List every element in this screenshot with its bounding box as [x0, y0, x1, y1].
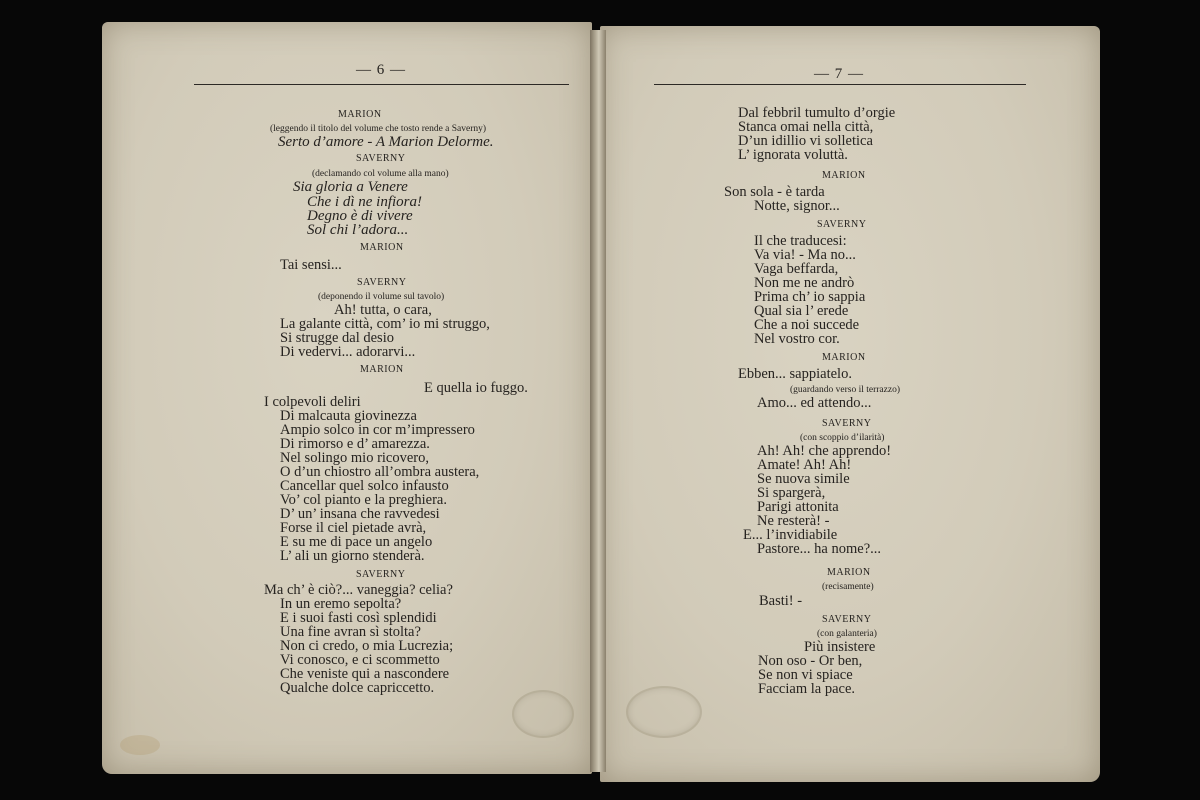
verse-line: Vo’ col pianto e la preghiera.	[280, 492, 447, 508]
left-header-rule	[194, 84, 569, 85]
verse-line: E quella io fuggo.	[424, 380, 528, 396]
verse-line: Forse il ciel pietade avrà,	[280, 520, 427, 536]
verse-line: Tai sensi...	[280, 257, 342, 273]
stage-direction: (leggendo il titolo del volume che tosto rende a Saverny)	[270, 124, 487, 134]
italic-verse-line: Sol chi l’adora...	[307, 222, 409, 238]
verse-line: Facciam la pace.	[758, 681, 856, 697]
italic-verse-line: Che i dì ne infiora!	[307, 194, 422, 210]
verse-line: Se non vi spiace	[758, 667, 853, 683]
speaker-name: MARION	[360, 242, 404, 253]
verse-line: Una fine avran sì stolta?	[280, 624, 421, 640]
verse-line: Cancellar quel solco infausto	[280, 478, 449, 494]
verse-line: Amo... ed attendo...	[757, 395, 872, 411]
verse-line: Più insistere	[804, 639, 876, 655]
verse-line: Ampio solco in cor m’impressero	[280, 422, 475, 438]
verse-line: Stanca omai nella città,	[738, 119, 874, 135]
italic-verse-line: Sia gloria a Venere	[293, 179, 408, 195]
verse-line: Son sola - è tarda	[724, 184, 825, 200]
verse-line: E... l’invidiabile	[743, 527, 838, 543]
verse-line: Qual sia l’ erede	[754, 303, 849, 319]
speaker-name: SAVERNY	[822, 614, 872, 625]
speaker-name: SAVERNY	[822, 418, 872, 429]
speaker-name: SAVERNY	[356, 153, 406, 164]
paper-stain	[120, 735, 160, 755]
verse-line: L’ ignorata voluttà.	[738, 147, 848, 163]
verse-line: Se nuova simile	[757, 471, 850, 487]
verse-line: Non ci credo, o mia Lucrezia;	[280, 638, 454, 654]
speaker-name: SAVERNY	[817, 219, 867, 230]
verse-line: Parigi attonita	[757, 499, 839, 515]
verse-line: Notte, signor...	[754, 198, 840, 214]
verse-line: Che veniste qui a nascondere	[280, 666, 450, 682]
verse-line: Non me ne andrò	[754, 275, 855, 291]
verse-line: Il che traducesi:	[754, 233, 847, 249]
verse-line: La galante città, com’ io mi struggo,	[280, 316, 490, 332]
verse-line: Basti! -	[759, 593, 803, 609]
verse-line: Vi conosco, e ci scommetto	[280, 652, 440, 668]
verse-line: Ma ch’ è ciò?... vaneggia? celia?	[264, 582, 453, 598]
verse-line: I colpevoli deliri	[264, 394, 361, 410]
stage-direction: (declamando col volume alla mano)	[312, 169, 449, 179]
speaker-name: MARION	[827, 567, 871, 578]
speaker-name: MARION	[822, 352, 866, 363]
verse-line: Ebben... sappiatelo.	[738, 366, 852, 382]
verse-line: D’ un’ insana che ravvedesi	[280, 506, 440, 522]
left-page-number: — 6 —	[356, 62, 406, 78]
verse-line: Qualche dolce capriccetto.	[280, 680, 435, 696]
verse-line: Si spargerà,	[757, 485, 826, 501]
verse-line: Amate! Ah! Ah!	[757, 457, 852, 473]
speaker-name: MARION	[360, 364, 404, 375]
verse-line: Vaga beffarda,	[754, 261, 839, 277]
stage-direction: (deponendo il volume sul tavolo)	[318, 292, 445, 302]
book-gutter	[590, 30, 606, 772]
stage-direction: (con scoppio d’ilarità)	[800, 433, 885, 443]
verse-line: E i suoi fasti così splendidi	[280, 610, 437, 626]
verse-line: E su me di pace un angelo	[280, 534, 433, 550]
verse-line: L’ ali un giorno stenderà.	[280, 548, 425, 564]
right-page-number: — 7 —	[814, 66, 864, 82]
verse-line: Che a noi succede	[754, 317, 860, 333]
verse-line: Di vedervi... adorarvi...	[280, 344, 416, 360]
verse-line: Ah! Ah! che apprendo!	[757, 443, 892, 459]
speaker-name: SAVERNY	[357, 277, 407, 288]
stage-direction: (con galanteria)	[817, 629, 877, 639]
stage-direction: (recisamente)	[822, 582, 874, 592]
verse-line: Non oso - Or ben,	[758, 653, 863, 669]
verse-line: In un eremo sepolta?	[280, 596, 402, 612]
verse-line: Nel solingo mio ricovero,	[280, 450, 430, 466]
speaker-name: MARION	[338, 109, 382, 120]
verse-line: Ah! tutta, o cara,	[334, 302, 432, 318]
speaker-name: MARION	[822, 170, 866, 181]
verse-line: Pastore... ha nome?...	[757, 541, 882, 557]
embossed-stamp	[626, 686, 702, 738]
verse-line: Di malcauta giovinezza	[280, 408, 417, 424]
italic-verse-line: Serto d’amore - A Marion Delorme.	[278, 134, 494, 150]
italic-verse-line: Degno è di vivere	[307, 208, 413, 224]
stage-direction: (guardando verso il terrazzo)	[790, 385, 900, 395]
verse-line: Si strugge dal desio	[280, 330, 394, 346]
verse-line: Nel vostro cor.	[754, 331, 840, 347]
verse-line: Ne resterà! -	[757, 513, 830, 529]
verse-line: Dal febbril tumulto d’orgie	[738, 105, 896, 121]
verse-line: O d’un chiostro all’ombra austera,	[280, 464, 480, 480]
speaker-name: SAVERNY	[356, 569, 406, 580]
right-header-rule	[654, 84, 1026, 85]
verse-line: Va via! - Ma no...	[754, 247, 856, 263]
verse-line: D’un idillio vi solletica	[738, 133, 873, 149]
embossed-stamp	[512, 690, 574, 738]
verse-line: Prima ch’ io sappia	[754, 289, 866, 305]
verse-line: Di rimorso e d’ amarezza.	[280, 436, 430, 452]
